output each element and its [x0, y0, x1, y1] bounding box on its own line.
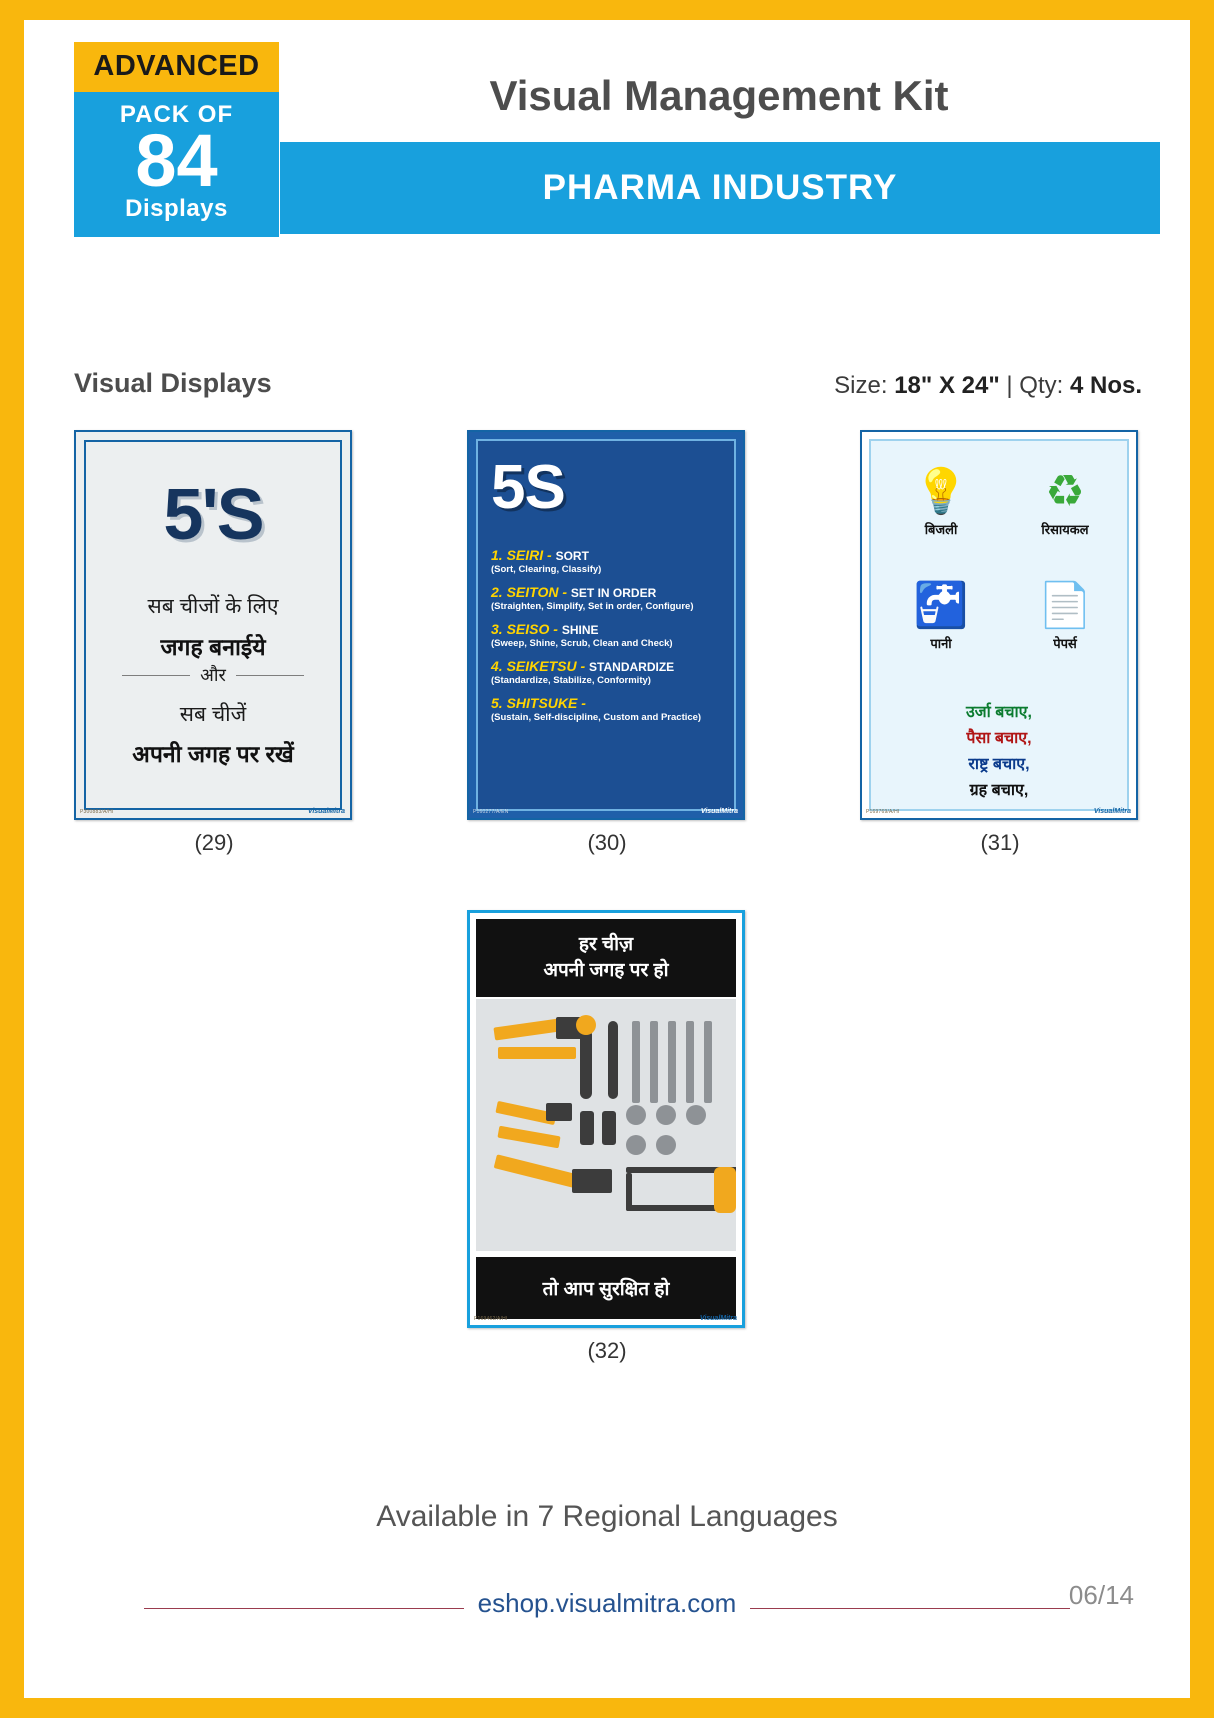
icon-group-water: [886, 581, 996, 652]
icon-label: पानी: [930, 636, 952, 651]
poster-29-line-1: सब चीजों के लिए: [147, 595, 279, 618]
poster-29-line-5: अपनी जगह पर रखें: [132, 741, 294, 767]
page-number: 06/14: [1068, 1580, 1134, 1610]
poster-32-top-text: [476, 919, 736, 997]
page-canvas: [24, 20, 1190, 1698]
poster-31-code: P169769/A/HI: [866, 809, 900, 815]
info-separator: |: [1006, 372, 1013, 399]
poster-image-29: [74, 430, 352, 820]
poster-image-30: [467, 430, 745, 820]
badge-column: [74, 42, 279, 237]
industry-banner: PHARMA INDUSTRY: [280, 142, 1160, 234]
recycle-icon: ♻: [1045, 467, 1085, 516]
icon-group-electricity: [886, 467, 996, 538]
size-value: 18" X 24": [894, 372, 1000, 399]
list-item: 4. SEIKETSU - STANDARDIZE (Standardize, Stabilize, Conformity): [491, 658, 675, 686]
size-qty-info: [834, 372, 1142, 400]
brand-logo: VisualMitra: [1093, 808, 1131, 815]
brand-logo: VisualMitra: [307, 808, 345, 815]
section-label: Visual Displays: [74, 368, 272, 398]
poster-30-caption: (30): [587, 830, 627, 855]
tap-water-icon: 🚰: [913, 581, 969, 630]
pack-box: [74, 92, 279, 237]
poster-29-line-2: जगह बनाईये: [160, 634, 266, 660]
five-s-list: [491, 547, 729, 732]
poster-32-caption: (32): [587, 1338, 627, 1363]
papers-icon: 📄: [1037, 581, 1093, 630]
poster-32-line-2: अपनी जगह पर हो: [543, 960, 669, 981]
poster-29-caption: (29): [194, 830, 234, 855]
icon-label: पेपर्स: [1053, 636, 1077, 651]
poster-29-line-3: और: [76, 663, 350, 687]
qty-value: 4 Nos.: [1069, 372, 1142, 399]
advanced-badge: ADVANCED: [74, 42, 279, 92]
pack-of-label: PACK OF: [119, 101, 234, 128]
list-item: 2. SEITON - SET IN ORDER (Straighten, Simplify, Set in order, Configure): [491, 584, 694, 612]
displays-label: Displays: [125, 194, 228, 222]
icon-group-paper: [1010, 581, 1120, 652]
poster-item-30[interactable]: [467, 430, 747, 856]
list-item: 3. SEISO - SHINE (Sweep, Shine, Scrub, Clean and Check): [491, 621, 673, 649]
size-label: Size:: [834, 372, 888, 399]
poster-29-title: 5'S: [163, 475, 263, 555]
poster-29-line-4: सब चीजें: [179, 703, 247, 726]
qty-label: Qty:: [1019, 372, 1064, 399]
pack-count: 84: [135, 119, 218, 203]
brand-logo: VisualMitra: [700, 808, 738, 815]
list-item: 5. SHITSUKE - (Sustain, Self-discipline, Custom and Practice): [491, 695, 702, 723]
poster-32-bottom-text: तो आप सुरक्षित हो: [476, 1257, 736, 1319]
list-item: 1. SEIRI - SORT (Sort, Clearing, Classify): [491, 547, 602, 575]
page-title: Visual Management Kit: [489, 72, 949, 119]
poster-image-32: [467, 910, 745, 1328]
icon-label: रिसायकल: [1041, 522, 1089, 537]
icon-label: बिजली: [924, 522, 958, 537]
poster-32-code: P169462/A/HI: [474, 1316, 508, 1322]
poster-image-31: [860, 430, 1138, 820]
tools-photo: [476, 999, 736, 1251]
bulb-fan-icon: 💡: [913, 467, 969, 516]
poster-30-title: 5S: [491, 453, 565, 522]
languages-note: Available in 7 Regional Languages: [376, 1500, 838, 1533]
poster-29-code: P300883/A/HI: [80, 809, 114, 815]
icon-group-recycle: [1010, 467, 1120, 538]
brand-logo: VisualMitra: [699, 1315, 737, 1322]
poster-31-line-1: उर्जा बचाए,: [966, 704, 1032, 721]
poster-31-line-4: ग्रह बचाए,: [969, 782, 1029, 799]
poster-item-31[interactable]: [860, 430, 1140, 856]
website-link[interactable]: eshop.visualmitra.com: [24, 1588, 1190, 1619]
poster-32-line-1: हर चीज़: [578, 934, 634, 956]
poster-item-29[interactable]: [74, 430, 354, 856]
poster-30-code: P160277/A/EN: [473, 809, 509, 815]
poster-31-line-3: राष्ट्र बचाए,: [968, 756, 1030, 773]
poster-31-caption: (31): [980, 830, 1020, 855]
poster-item-32[interactable]: [467, 910, 747, 1364]
poster-31-line-2: पैसा बचाए,: [966, 730, 1032, 747]
